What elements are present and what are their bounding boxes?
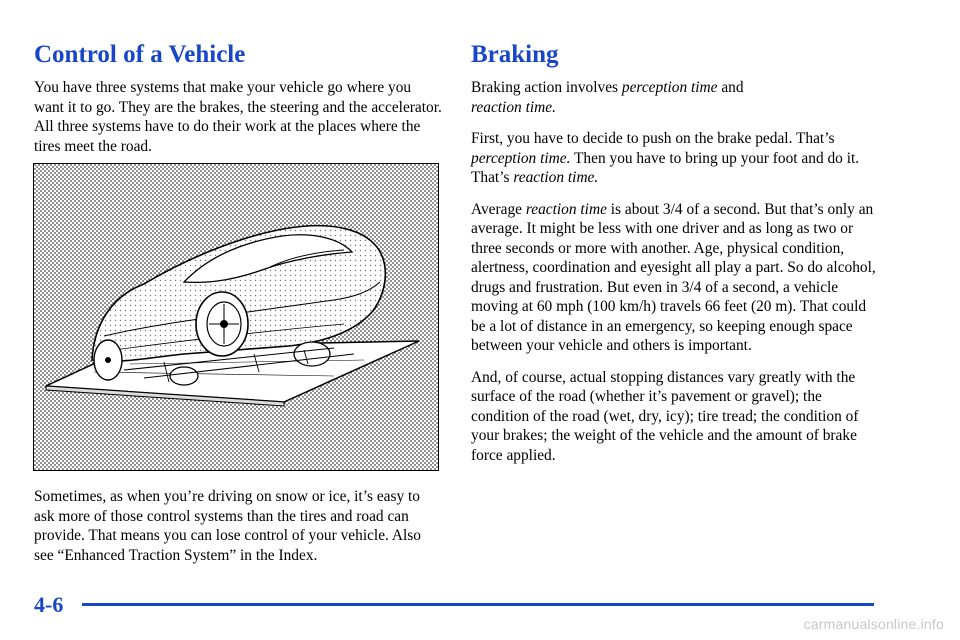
emphasis-perception-time: perception time	[621, 79, 718, 96]
right-column	[471, 78, 876, 465]
page-number: 4-6	[34, 592, 64, 617]
section-title-control: Control of a Vehicle	[34, 41, 246, 68]
text-fragment: Braking action involves	[471, 79, 622, 96]
emphasis-perception-time: perception time.	[471, 149, 571, 167]
paragraph-first-decide	[471, 129, 876, 188]
text-fragment: is about 3/4 of a second. But that’s only an average. It might be less with one driver and as long as two or three seconds or more with another. Age, physical condition, alertness, coordination and eyesight all play a part. So do alcohol, drugs and frustration. But even in 3/4 of a second, a vehicle moving at 60 mph (100 km/h) travels 66 feet (20 m). That could be a lot of distance in an emergency, so keeping enough space between your vehicle and others is important.	[471, 200, 876, 354]
paragraph-intro: You have three systems that make your vehicle go where you want it to go. They are the brakes, the steering and the accelerator. All three systems have to do their work at the places where the tires meet the road.	[34, 79, 442, 155]
text-fragment: Average	[471, 200, 526, 218]
vehicle-illustration	[33, 163, 439, 471]
text-fragment: First, you have to decide to push on the brake pedal. That’s	[471, 130, 835, 147]
paragraph-traction: Sometimes, as when you’re driving on snow or ice, it’s easy to ask more of those control systems than the tires and road can provide. That means you can lose control of your vehicle. Also see “Enhanced Traction System” in the Index.	[34, 488, 421, 564]
emphasis-reaction-time: reaction time	[525, 200, 607, 218]
section-title-braking: Braking	[471, 41, 559, 68]
watermark-text: carmanualsonline.info	[803, 616, 944, 632]
left-column-bottom	[34, 487, 444, 577]
left-column-intro	[34, 78, 444, 168]
paragraph-braking-action	[471, 78, 876, 117]
emphasis-reaction-time: reaction time.	[471, 98, 556, 116]
paragraph-stopping-distances: And, of course, actual stopping distances vary greatly with the surface of the road (whether it’s pavement or gravel); the condition of the road (wet, dry, icy); tire tread; the condition of your brakes; the weight of the vehicle and the amount of brake force applied.	[471, 368, 859, 464]
text-fragment: Then you have to bring up your foot and do it. That’s	[471, 149, 860, 186]
car-on-road-drawing	[34, 164, 438, 470]
text-fragment: and	[717, 79, 744, 96]
paragraph-average-reaction	[471, 200, 876, 356]
emphasis-reaction-time: reaction time.	[513, 169, 599, 186]
footer-divider	[82, 603, 874, 606]
